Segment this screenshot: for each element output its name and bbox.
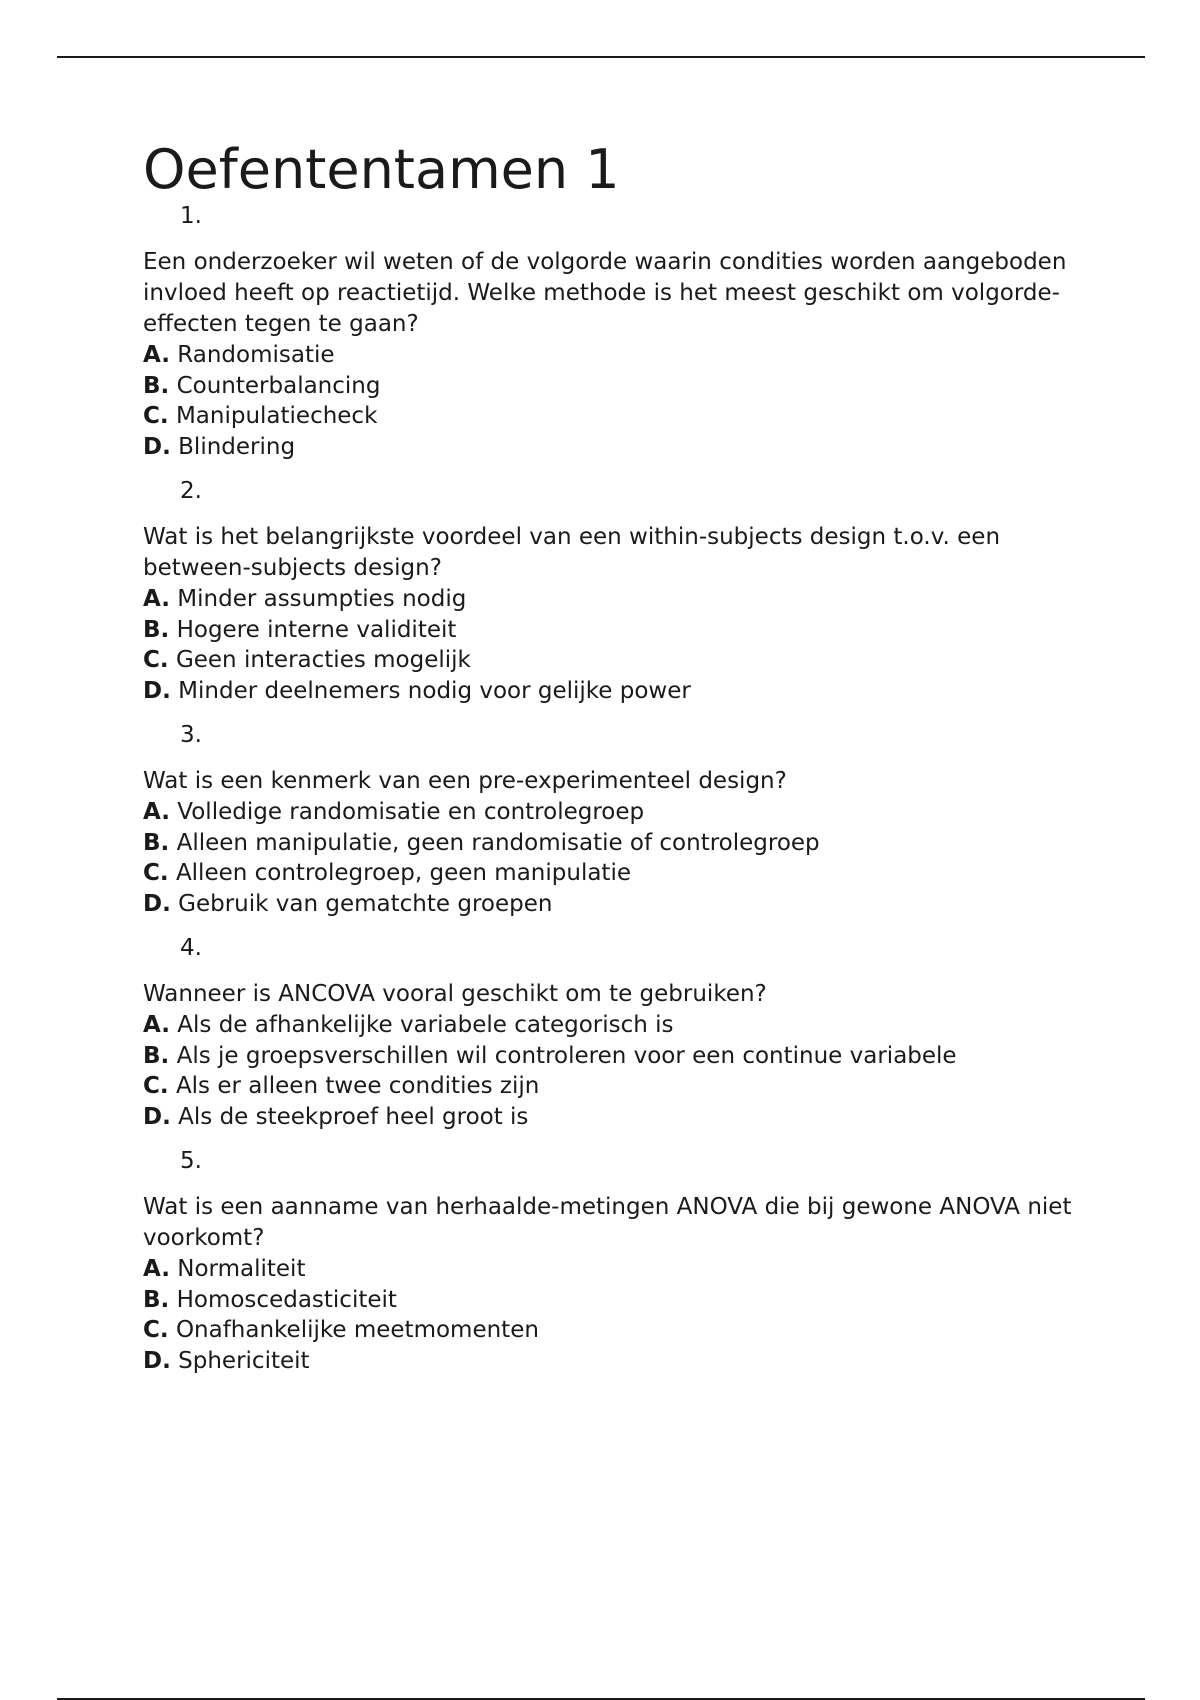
option-text: Volledige randomisatie en controlegroep bbox=[177, 799, 645, 826]
question-number: 3. bbox=[180, 722, 202, 749]
document-body bbox=[143, 140, 1083, 1376]
answer-options bbox=[143, 340, 1083, 462]
question-text: Wanneer is ANCOVA vooral geschikt om te gebruiken? bbox=[143, 981, 767, 1008]
option-text: Counterbalancing bbox=[176, 372, 381, 399]
answer-options bbox=[143, 584, 1083, 706]
answer-option-b bbox=[143, 371, 1083, 402]
question-1 bbox=[143, 201, 1083, 462]
option-text: Alleen controlegroep, geen manipulatie bbox=[175, 860, 631, 887]
answer-options bbox=[143, 797, 1083, 919]
answer-option-d bbox=[143, 1102, 1083, 1133]
option-letter: A. bbox=[143, 799, 170, 826]
option-letter: D. bbox=[143, 1103, 171, 1130]
option-letter: B. bbox=[143, 1286, 170, 1313]
answer-option-c bbox=[143, 1071, 1083, 1102]
option-text: Als er alleen twee condities zijn bbox=[175, 1073, 540, 1100]
option-text: Als de afhankelijke variabele categorisch is bbox=[177, 1012, 674, 1039]
answer-option-d bbox=[143, 432, 1083, 463]
option-letter: A. bbox=[143, 1012, 170, 1039]
question-2 bbox=[143, 476, 1083, 706]
question-text: Een onderzoeker wil weten of de volgorde waarin condities worden aangeboden invloed heeft op reactietijd. Welke methode is het meest geschikt om volgorde-effecten tegen te gaan? bbox=[143, 249, 1067, 338]
option-text: Als je groepsverschillen wil controleren voor een continue variabele bbox=[176, 1042, 957, 1069]
option-text: Gebruik van gematchte groepen bbox=[178, 890, 553, 917]
option-text: Minder deelnemers nodig voor gelijke power bbox=[178, 677, 691, 704]
question-5 bbox=[143, 1146, 1083, 1376]
answer-option-a bbox=[143, 584, 1083, 615]
option-letter: D. bbox=[143, 677, 171, 704]
answer-option-b bbox=[143, 1285, 1083, 1316]
answer-option-b bbox=[143, 1041, 1083, 1072]
page-title: Oefententamen 1 bbox=[143, 138, 620, 201]
option-text: Blindering bbox=[178, 433, 296, 460]
answer-option-a bbox=[143, 1254, 1083, 1285]
answer-option-a bbox=[143, 797, 1083, 828]
option-text: Geen interacties mogelijk bbox=[175, 647, 471, 674]
answer-option-c bbox=[143, 858, 1083, 889]
answer-option-a bbox=[143, 340, 1083, 371]
option-letter: A. bbox=[143, 586, 170, 613]
question-text: Wat is een kenmerk van een pre-experimenteel design? bbox=[143, 768, 787, 795]
question-text: Wat is het belangrijkste voordeel van een within-subjects design t.o.v. een between-subjects design? bbox=[143, 524, 1001, 582]
option-letter: B. bbox=[143, 1042, 170, 1069]
answer-option-c bbox=[143, 401, 1083, 432]
option-letter: B. bbox=[143, 616, 170, 643]
option-text: Homoscedasticiteit bbox=[176, 1286, 397, 1313]
question-3 bbox=[143, 720, 1083, 919]
option-text: Manipulatiecheck bbox=[175, 403, 378, 430]
option-letter: C. bbox=[143, 1073, 169, 1100]
answer-option-d bbox=[143, 676, 1083, 707]
answer-option-b bbox=[143, 828, 1083, 859]
option-letter: C. bbox=[143, 647, 169, 674]
option-text: Onafhankelijke meetmomenten bbox=[175, 1317, 539, 1344]
question-number: 2. bbox=[180, 478, 202, 505]
answer-option-b bbox=[143, 615, 1083, 646]
option-letter: B. bbox=[143, 372, 170, 399]
answer-option-d bbox=[143, 1346, 1083, 1377]
question-number: 4. bbox=[180, 935, 202, 962]
option-text: Minder assumpties nodig bbox=[177, 586, 467, 613]
option-letter: A. bbox=[143, 342, 170, 369]
answer-options bbox=[143, 1254, 1083, 1376]
option-text: Alleen manipulatie, geen randomisatie of controlegroep bbox=[176, 829, 820, 856]
option-letter: A. bbox=[143, 1256, 170, 1283]
option-letter: C. bbox=[143, 403, 169, 430]
top-rule bbox=[57, 56, 1145, 58]
question-text: Wat is een aanname van herhaalde-metingen ANOVA die bij gewone ANOVA niet voorkomt? bbox=[143, 1194, 1072, 1252]
question-number: 5. bbox=[180, 1148, 202, 1175]
question-number: 1. bbox=[180, 203, 202, 230]
answer-option-c bbox=[143, 1315, 1083, 1346]
answer-option-c bbox=[143, 645, 1083, 676]
option-letter: D. bbox=[143, 890, 171, 917]
option-letter: C. bbox=[143, 1317, 169, 1344]
answer-option-d bbox=[143, 889, 1083, 920]
question-4 bbox=[143, 933, 1083, 1132]
option-text: Sphericiteit bbox=[178, 1347, 310, 1374]
option-text: Als de steekproef heel groot is bbox=[178, 1103, 529, 1130]
option-text: Hogere interne validiteit bbox=[176, 616, 457, 643]
answer-option-a bbox=[143, 1010, 1083, 1041]
option-letter: D. bbox=[143, 433, 171, 460]
answer-options bbox=[143, 1010, 1083, 1132]
option-text: Randomisatie bbox=[177, 342, 335, 369]
option-text: Normaliteit bbox=[177, 1256, 306, 1283]
option-letter: B. bbox=[143, 829, 170, 856]
option-letter: C. bbox=[143, 860, 169, 887]
option-letter: D. bbox=[143, 1347, 171, 1374]
